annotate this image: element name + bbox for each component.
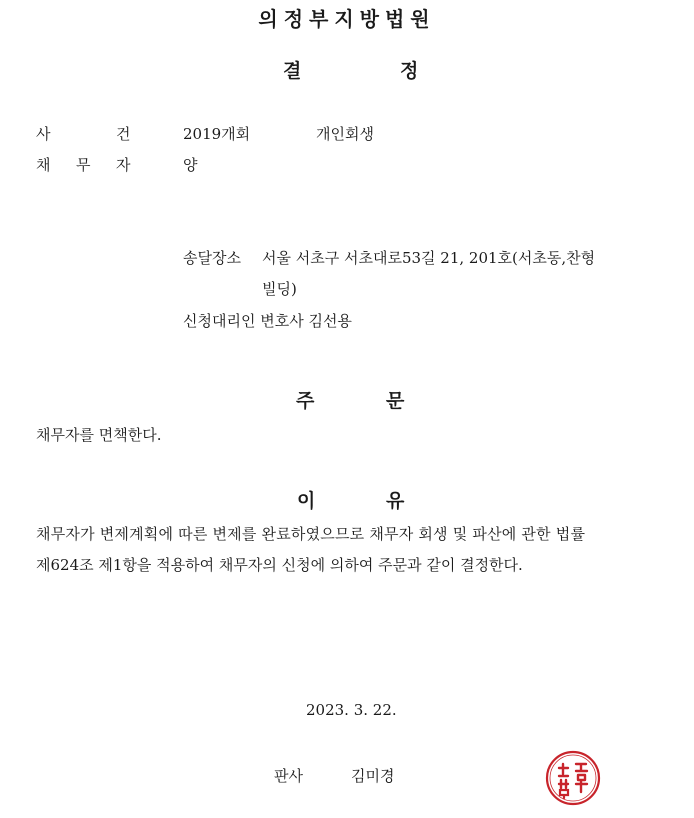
service-label: 송달장소 [183, 249, 241, 267]
reason-line-1: 채무자가 변제계획에 따른 변제를 완료하였으므로 채무자 회생 및 파산에 관한 법률 [36, 525, 586, 543]
case-type: 개인회생 [316, 125, 374, 143]
service-address-line1: 서울 서초구 서초대로53길 21, 201호(서초동,찬형 [262, 249, 596, 267]
case-label-char-1: 사 [36, 125, 51, 143]
debtor-label-char-1: 채 [36, 156, 51, 174]
agent-line: 신청대리인 변호사 김선용 [183, 312, 352, 330]
judge-title: 판사 [274, 767, 303, 785]
doc-type-left: 결 [283, 60, 302, 82]
judge-name: 김미경 [351, 767, 395, 785]
order-text: 채무자를 면책한다. [36, 426, 162, 444]
debtor-label-char-2: 무 [76, 156, 91, 174]
reason-line-2: 제624조 제1항을 적용하여 채무자의 신청에 의하여 주문과 같이 결정한다. [36, 556, 523, 574]
order-heading-right: 문 [386, 390, 405, 412]
debtor-label-char-3: 자 [116, 156, 131, 174]
decision-date: 2023. 3. 22. [306, 701, 397, 719]
debtor-name: 양 [183, 156, 198, 174]
reason-heading-left: 이 [297, 490, 316, 512]
doc-type-right: 정 [400, 60, 419, 82]
court-name: 의정부지방법원 [258, 7, 436, 31]
reason-heading-right: 유 [386, 490, 405, 512]
case-label-char-2: 건 [116, 125, 131, 143]
judge-seal [545, 750, 601, 806]
order-heading-left: 주 [296, 390, 315, 412]
service-address-line2: 빌딩) [262, 280, 297, 298]
case-number: 2019개회 [183, 125, 251, 143]
